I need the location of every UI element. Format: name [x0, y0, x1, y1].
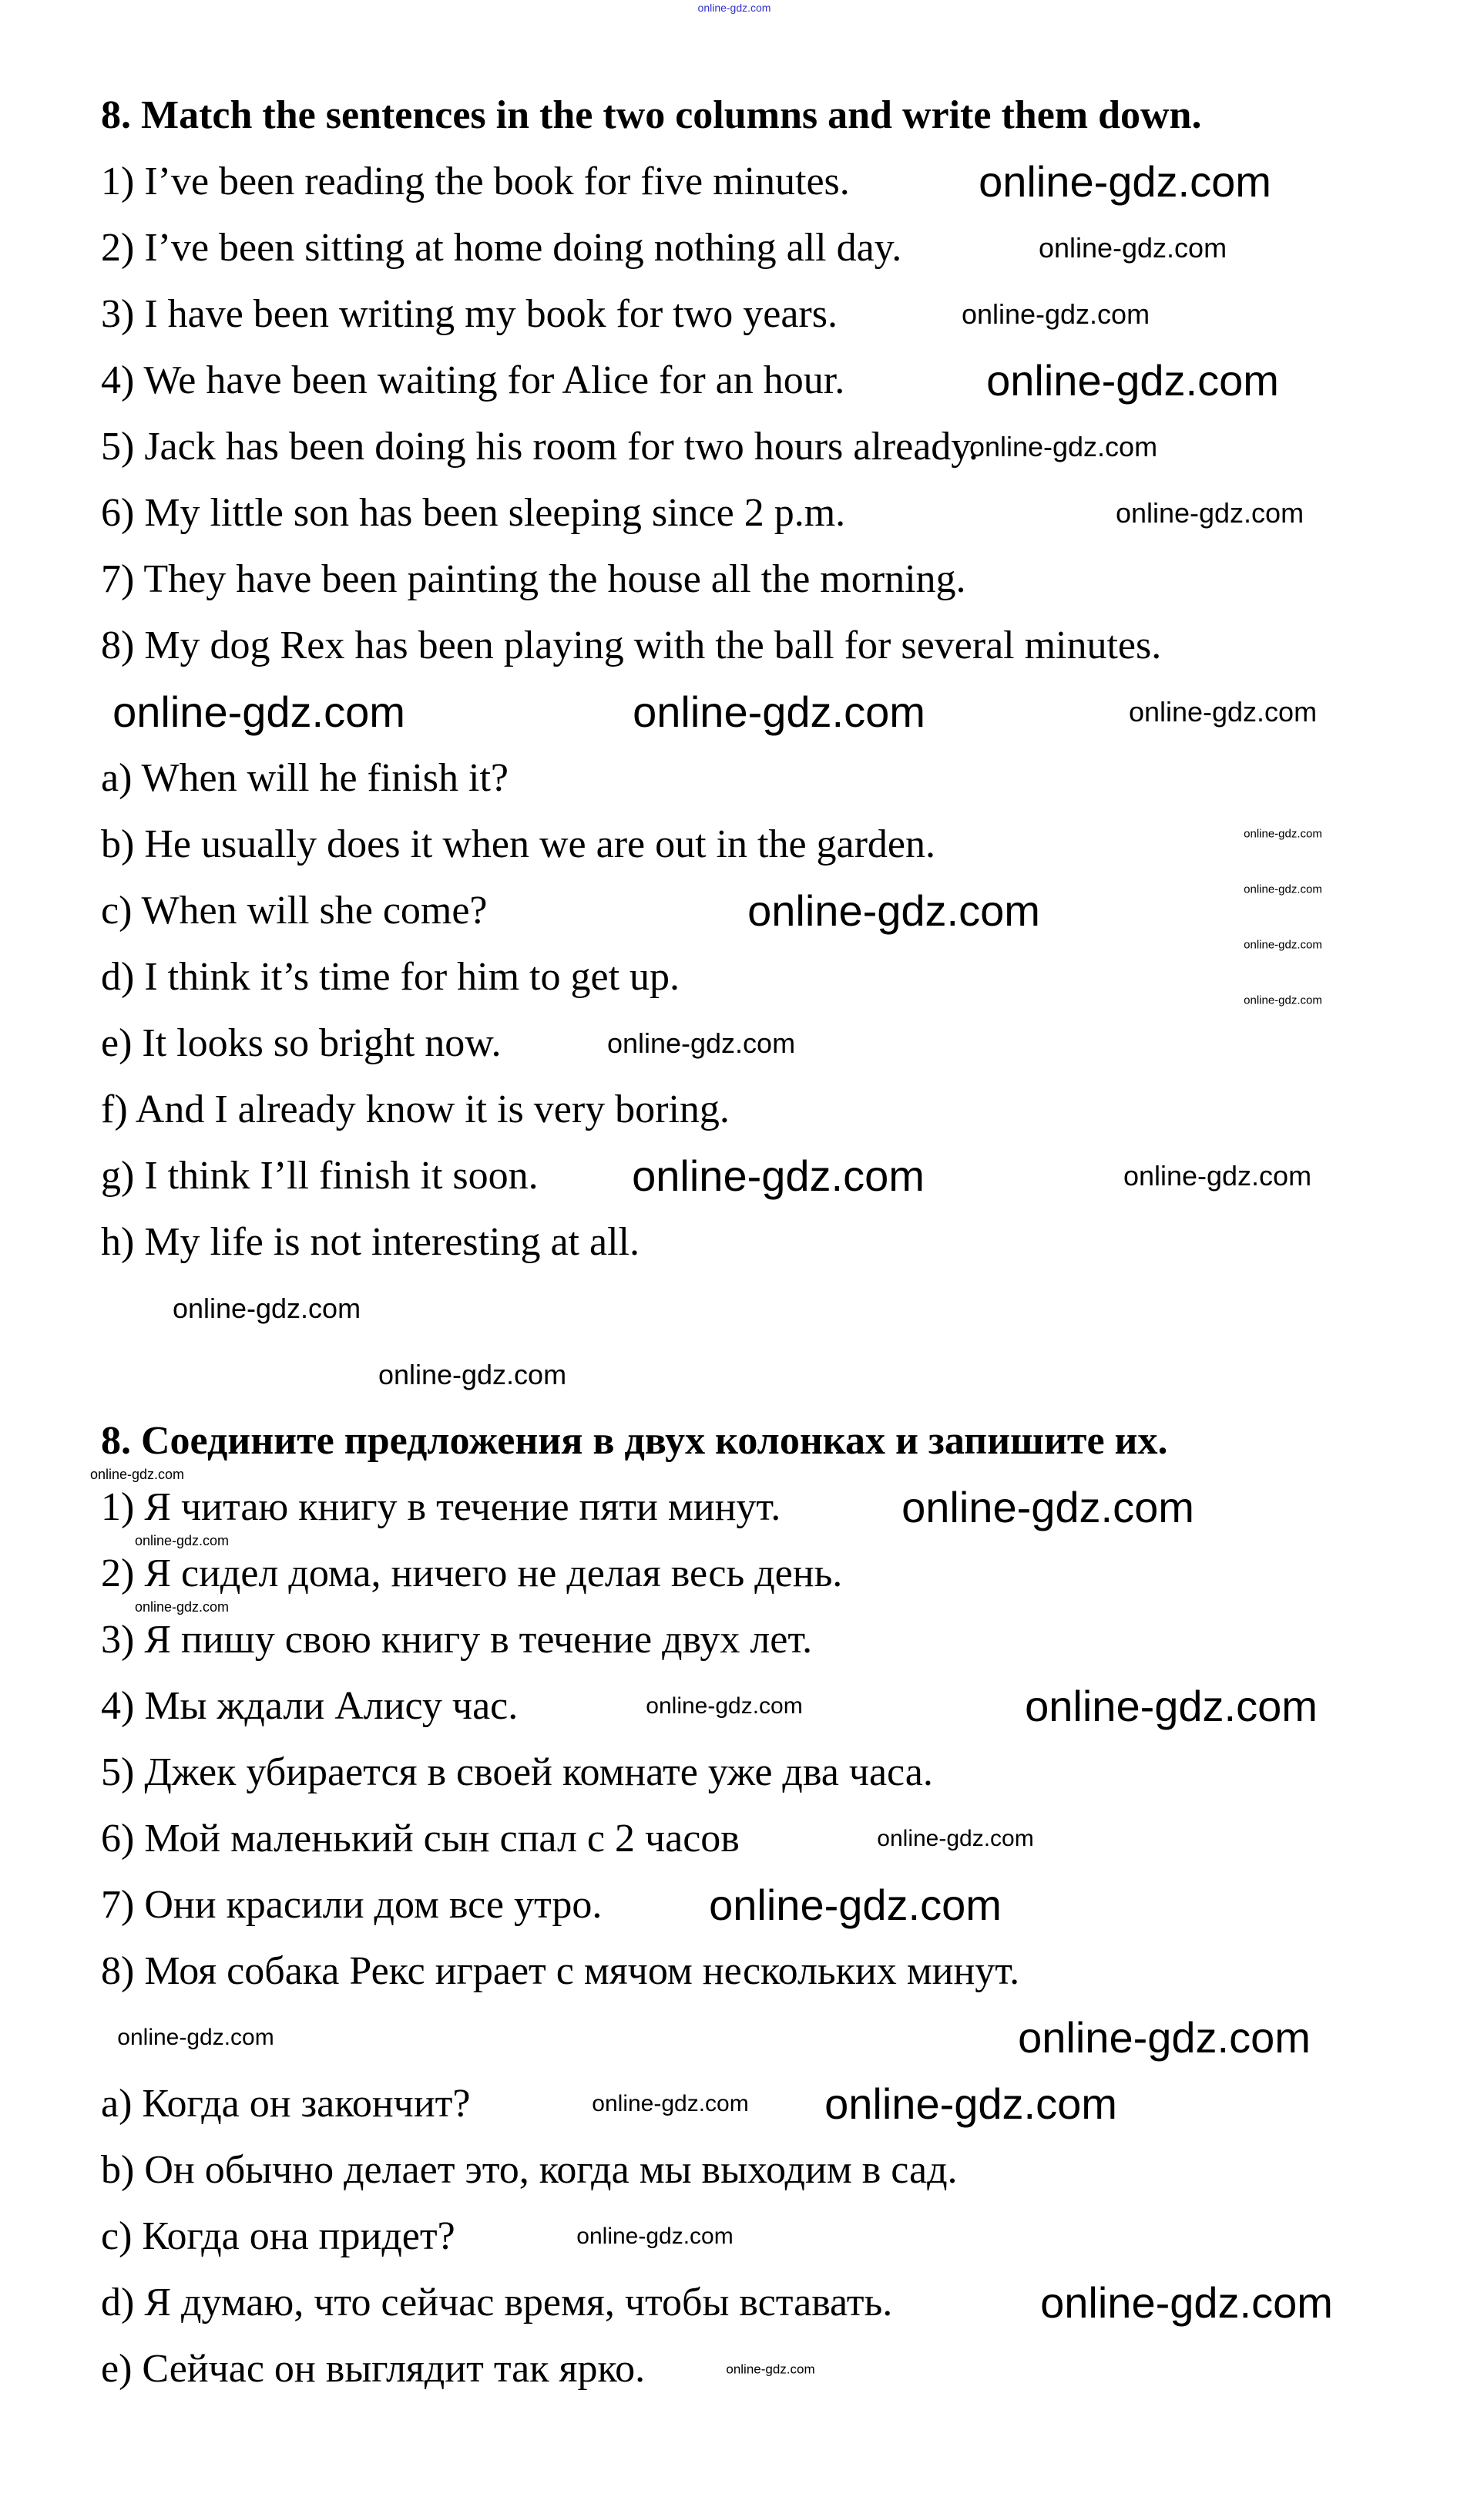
russian-right-item: d) Я думаю, что сейчас время, чтобы вставать.	[101, 2281, 893, 2325]
watermark: online-gdz.com	[1115, 497, 1304, 529]
english-right-item: e) It looks so bright now.	[101, 1021, 502, 1065]
watermark: online-gdz.com	[1040, 2278, 1333, 2327]
russian-right-item: a) Когда он закончит?	[101, 2082, 471, 2126]
russian-left-item: 5) Джек убирается в своей комнате уже два часа.	[101, 1750, 933, 1794]
russian-exercise-title: 8. Соедините предложения в двух колонках и запишите их.	[101, 1419, 1168, 1463]
watermark: online-gdz.com	[576, 2224, 734, 2249]
english-right-item: g) I think I’ll finish it soon.	[101, 1154, 539, 1198]
english-right-item: d) I think it’s time for him to get up.	[101, 955, 680, 999]
watermark: online-gdz.com	[986, 356, 1279, 405]
watermark: online-gdz.com	[901, 1483, 1194, 1531]
watermark: online-gdz.com	[172, 1293, 361, 1324]
english-right-item: h) My life is not interesting at all.	[101, 1220, 640, 1264]
watermark: online-gdz.com	[134, 1533, 230, 1548]
english-right-item: f) And I already know it is very boring.	[101, 1087, 730, 1131]
watermark: online-gdz.com	[709, 1881, 1002, 1929]
watermark: online-gdz.com	[1244, 938, 1322, 952]
watermark: online-gdz.com	[969, 431, 1158, 462]
russian-left-item: 7) Они красили дом все утро.	[101, 1883, 603, 1927]
watermark: online-gdz.com	[1018, 2013, 1311, 2062]
watermark: online-gdz.com	[979, 157, 1271, 206]
watermark: online-gdz.com	[112, 687, 405, 736]
watermark: online-gdz.com	[1244, 993, 1322, 1007]
english-right-item: a) When will he finish it?	[101, 756, 509, 800]
watermark: online-gdz.com	[697, 2, 771, 14]
watermark: online-gdz.com	[117, 2025, 274, 2050]
russian-left-item: 2) Я сидел дома, ничего не делая весь день.	[101, 1551, 843, 1595]
watermark: online-gdz.com	[824, 2079, 1117, 2128]
english-left-item: 5) Jack has been doing his room for two hours already.	[101, 425, 979, 469]
russian-right-item: c) Когда она придет?	[101, 2214, 455, 2258]
spacer	[101, 1342, 1201, 1408]
watermark: online-gdz.com	[961, 298, 1150, 330]
watermark: online-gdz.com	[89, 1467, 185, 1482]
watermark: online-gdz.com	[1128, 696, 1318, 728]
watermark: online-gdz.com	[1244, 882, 1322, 896]
english-left-item: 6) My little son has been sleeping since 2 p.m.	[101, 491, 846, 535]
watermark: online-gdz.com	[592, 2091, 749, 2116]
english-right-item: b) He usually does it when we are out in the garden.	[101, 822, 936, 866]
watermark: online-gdz.com	[1025, 1682, 1318, 1730]
english-left-item: 3) I have been writing my book for two years.	[101, 292, 838, 336]
watermark: online-gdz.com	[606, 1027, 796, 1059]
russian-right-item: e) Сейчас он выглядит так ярко.	[101, 2347, 646, 2391]
english-exercise-title: 8. Match the sentences in the two columns and write them down.	[101, 93, 1202, 137]
watermark: online-gdz.com	[134, 1599, 230, 1615]
russian-left-item: 4) Мы ждали Алису час.	[101, 1684, 519, 1728]
russian-left-item: 3) Я пишу свою книгу в течение двух лет.	[101, 1618, 813, 1662]
english-right-item: c) When will she come?	[101, 889, 488, 933]
russian-right-item: b) Он обычно делает это, когда мы выходим в сад.	[101, 2148, 958, 2192]
watermark: online-gdz.com	[378, 1359, 567, 1390]
russian-left-item: 8) Моя собака Рекс играет с мячом нескольких минут.	[101, 1949, 1020, 1993]
watermark: online-gdz.com	[877, 1826, 1034, 1851]
watermark: online-gdz.com	[747, 886, 1040, 935]
watermark: online-gdz.com	[646, 1693, 803, 1719]
watermark: online-gdz.com	[1244, 827, 1322, 841]
russian-left-item: 1) Я читаю книгу в течение пяти минут.	[101, 1485, 781, 1529]
english-left-item: 8) My dog Rex has been playing with the ball for several minutes.	[101, 624, 1162, 667]
english-left-item: 4) We have been waiting for Alice for an hour.	[101, 358, 845, 402]
watermark: online-gdz.com	[632, 1151, 925, 1200]
russian-left-item: 6) Мой маленький сын спал с 2 часов	[101, 1817, 740, 1861]
english-left-item: 2) I’ve been sitting at home doing nothing all day.	[101, 226, 902, 270]
english-left-item: 1) I’ve been reading the book for five minutes.	[101, 160, 850, 203]
watermark: online-gdz.com	[1038, 232, 1227, 264]
watermark: online-gdz.com	[1123, 1160, 1312, 1192]
watermark: online-gdz.com	[633, 687, 925, 736]
english-left-item: 7) They have been painting the house all the morning.	[101, 557, 966, 601]
watermark: online-gdz.com	[726, 2361, 815, 2377]
